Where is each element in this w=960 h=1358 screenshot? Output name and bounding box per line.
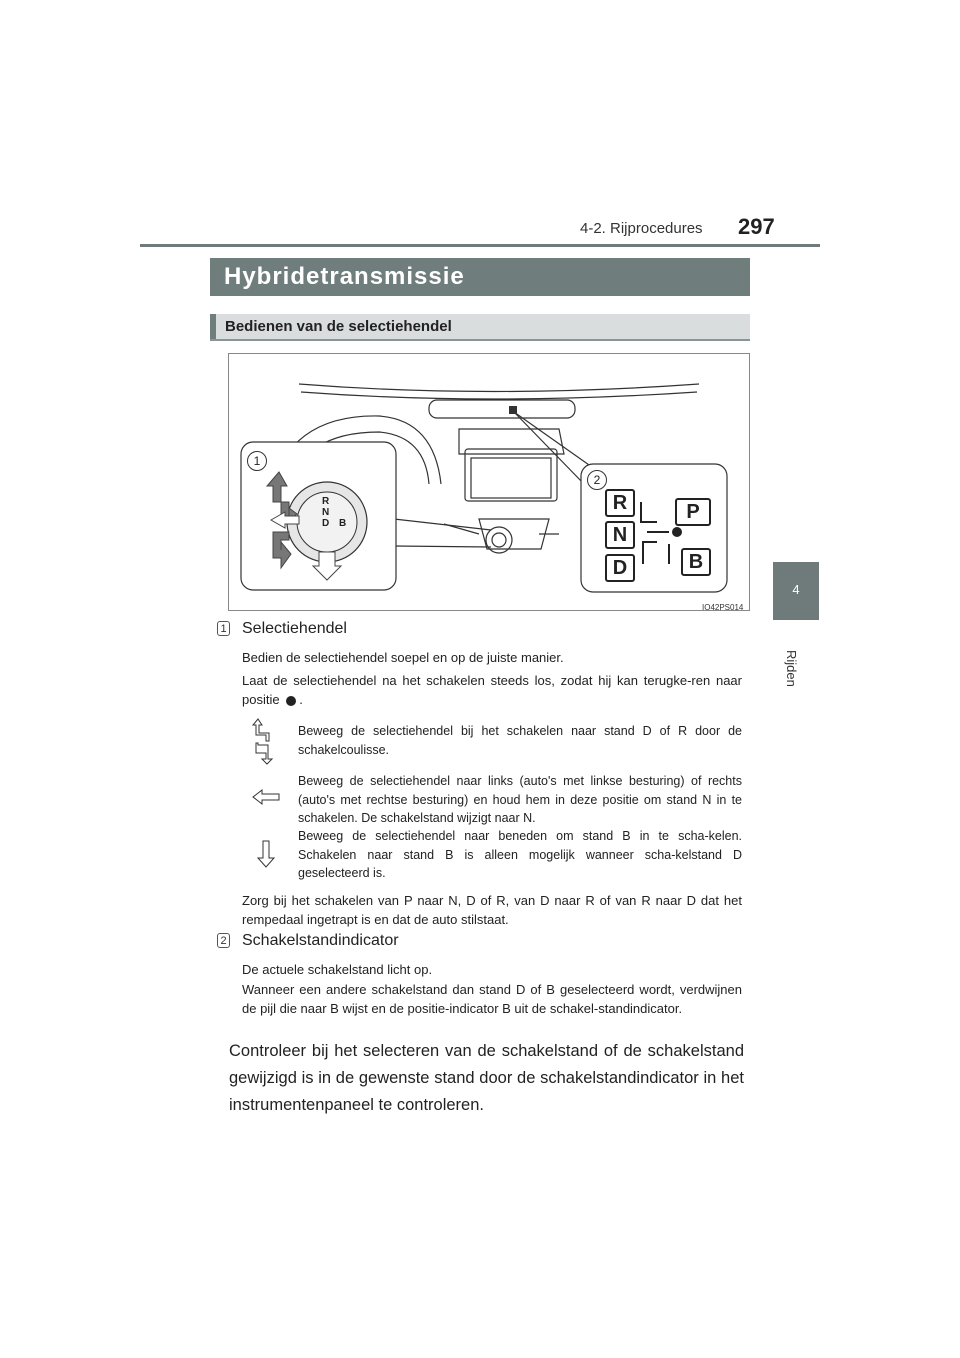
item-1-para2-text: Laat de selectiehendel na het schakelen steeds los, zodat hij kan terugke-ren naar positie — [242, 673, 742, 707]
page-number: 297 — [738, 214, 775, 239]
dashboard-drawing — [229, 354, 749, 610]
subtitle-bar — [210, 314, 750, 341]
down-arrow-icon — [256, 840, 276, 868]
header-divider — [140, 244, 820, 247]
up-down-arrow-icon — [252, 717, 274, 765]
indicator-r: R — [605, 489, 635, 517]
item-2-para2: Wanneer een andere schakelstand dan stand D of B geselecteerd wordt, verdwijnen de pijl die naar B wijst en de positie-indicator B uit de schakel-standindicator. — [242, 982, 742, 1016]
chapter-label-container — [770, 650, 820, 710]
item-2-title: Schakelstandindicator — [242, 932, 399, 949]
page-title: Hybridetransmissie — [224, 263, 465, 290]
chapter-label: Rijden — [784, 650, 799, 687]
figure-code: IO42PS014 — [702, 603, 744, 612]
item-1-para2 — [242, 671, 742, 709]
chapter-number: 4 — [792, 582, 800, 597]
subtitle: Bedienen van de selectiehendel — [225, 318, 452, 335]
row-2-text: Beweeg de selectiehendel naar links (auto's met linkse besturing) of rechts (auto's met rechtse besturing) en houd hem in deze positie om stand N in te schakelen. De schakelstand wijzigt naar N. — [298, 774, 742, 825]
item-1-number: 1 — [217, 621, 230, 636]
position-dot-icon — [286, 696, 296, 706]
left-arrow-icon — [252, 787, 280, 807]
section-label: 4-2. Rijprocedures — [580, 220, 703, 237]
item-2-para1: De actuele schakelstand licht op. — [242, 962, 433, 977]
indicator-d: D — [605, 554, 635, 582]
item-1-para2-end: . — [299, 692, 303, 707]
item-1-note: Zorg bij het schakelen van P naar N, D of R, van D naar R of van R naar D dat het rempedaal ingetrapt is en dat de auto stilstaat. — [242, 893, 742, 927]
indicator-n: N — [605, 521, 635, 549]
indicator-dot — [672, 527, 682, 537]
indicator-p: P — [675, 498, 711, 526]
item-1-title: Selectiehendel — [242, 620, 347, 637]
mirror-sensor-shape — [509, 406, 517, 414]
subtitle-stripe — [210, 314, 216, 339]
knob-label-d: D — [322, 518, 330, 529]
chapter-tab — [773, 562, 819, 620]
figure-callout-2: 2 — [587, 470, 607, 490]
knob-label-n: N — [322, 507, 330, 518]
page-title-bar — [210, 258, 750, 296]
knob-label-b: B — [339, 518, 347, 529]
shift-lever-illustration — [228, 353, 750, 611]
closing-paragraph: Controleer bij het selecteren van de schakelstand of de schakelstand gewijzigd is in de gewenste stand door de schakelstandindicator in het instrumentenpaneel te controleren. — [229, 1042, 744, 1114]
figure-callout-1: 1 — [247, 451, 267, 471]
indicator-b: B — [681, 548, 711, 576]
row-1-text: Beweeg de selectiehendel bij het schakelen naar stand D of R door de schakelcoulisse. — [298, 724, 742, 757]
knob-label-r: R — [322, 496, 330, 507]
row-3-text: Beweeg de selectiehendel naar beneden om stand B in te scha-kelen. Schakelen naar stand B is alleen mogelijk wanneer scha-kelstand D geselecteerd is. — [298, 829, 742, 880]
item-2-number: 2 — [217, 933, 230, 948]
item-1-para1: Bedien de selectiehendel soepel en op de juiste manier. — [242, 650, 564, 665]
